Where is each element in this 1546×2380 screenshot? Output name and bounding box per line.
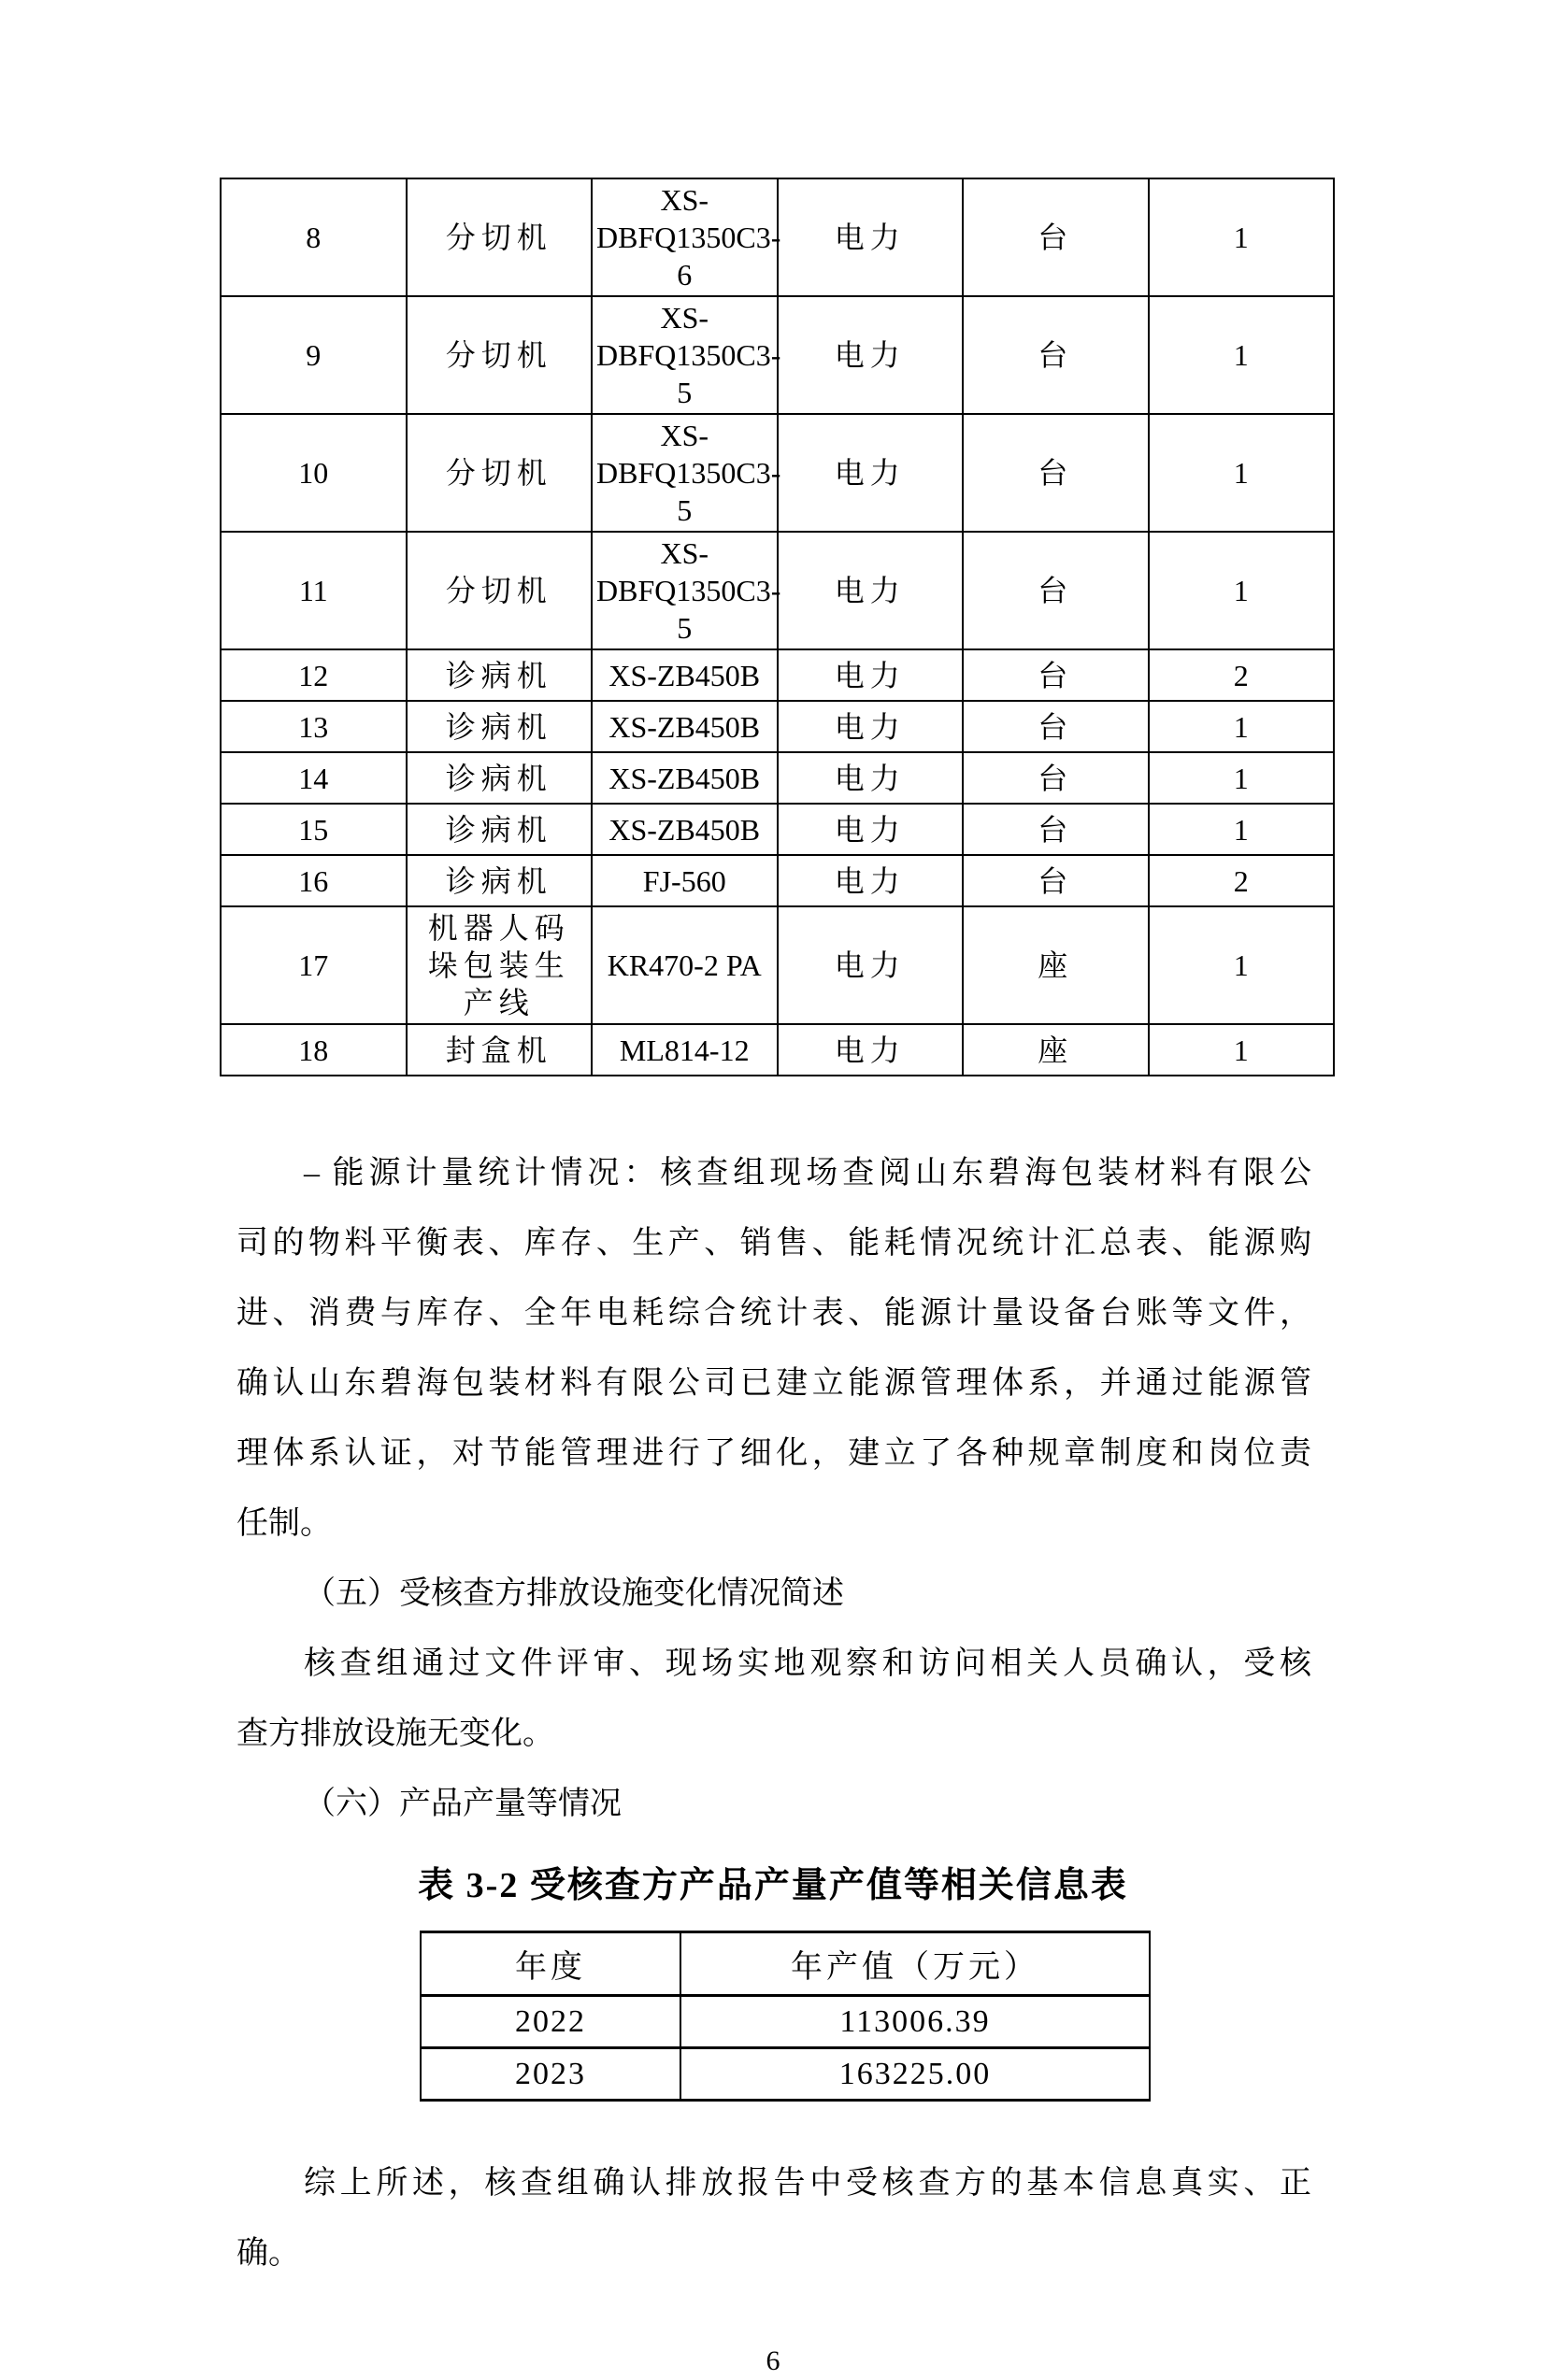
row-number-cell: 15 — [221, 804, 407, 855]
text-line: 进、消费与库存、全年电耗综合统计表、能源计量设备台账等文件， — [236, 1296, 1311, 1331]
year-cell: 2023 — [421, 2048, 680, 2101]
equipment-row — [221, 906, 1334, 1024]
paragraph-conclusion — [236, 2148, 1311, 2288]
equipment-row — [221, 1024, 1334, 1076]
row-number-cell: 9 — [221, 296, 407, 414]
quantity-cell: 1 — [1149, 296, 1335, 414]
quantity-cell: 1 — [1149, 752, 1335, 804]
row-number-cell: 12 — [221, 649, 407, 701]
device-name-cell: 诊病机 — [407, 752, 593, 804]
device-name-cell: 机器人码垛包装生产线 — [407, 906, 593, 1024]
unit-cell: 台 — [963, 752, 1149, 804]
text-line: 确认山东碧海包装材料有限公司已建立能源管理体系，并通过能源管 — [236, 1366, 1311, 1401]
equipment-row — [221, 532, 1334, 649]
row-number-cell: 14 — [221, 752, 407, 804]
equipment-row — [221, 855, 1334, 906]
year-cell: 2022 — [421, 1996, 680, 2048]
unit-cell: 台 — [963, 804, 1149, 855]
quantity-cell: 1 — [1149, 1024, 1335, 1076]
annual-value-column-header: 年产值（万元） — [680, 1932, 1150, 1996]
text-line: 综上所述，核查组确认排放报告中受核查方的基本信息真实、正 — [304, 2166, 1311, 2201]
unit-cell: 台 — [963, 649, 1149, 701]
page-number: 6 — [766, 2345, 780, 2376]
unit-cell: 台 — [963, 296, 1149, 414]
unit-cell: 台 — [963, 414, 1149, 532]
energy-type-cell: 电力 — [778, 414, 964, 532]
device-name-cell: 分切机 — [407, 178, 593, 296]
unit-cell: 台 — [963, 532, 1149, 649]
device-name-cell: 诊病机 — [407, 701, 593, 752]
device-name-cell: 分切机 — [407, 296, 593, 414]
energy-type-cell: 电力 — [778, 532, 964, 649]
row-number-cell: 17 — [221, 906, 407, 1024]
device-name-cell: 分切机 — [407, 532, 593, 649]
heading-section-five: （五）受核查方排放设施变化情况简述 — [304, 1576, 844, 1611]
model-cell: XS-DBFQ1350C3-6 — [592, 178, 778, 296]
quantity-cell: 1 — [1149, 414, 1335, 532]
model-cell: XS-ZB450B — [592, 804, 778, 855]
unit-cell: 座 — [963, 1024, 1149, 1076]
equipment-row — [221, 414, 1334, 532]
annual-value-cell: 163225.00 — [680, 2048, 1150, 2101]
text-line: 任制。 — [236, 1506, 332, 1541]
production-value-header-row — [421, 1932, 1150, 1996]
text-line: 查方排放设施无变化。 — [236, 1717, 554, 1751]
energy-type-cell: 电力 — [778, 649, 964, 701]
device-name-cell: 诊病机 — [407, 804, 593, 855]
text-line: 理体系认证，对节能管理进行了细化，建立了各种规章制度和岗位责 — [236, 1436, 1311, 1471]
quantity-cell: 1 — [1149, 701, 1335, 752]
energy-type-cell: 电力 — [778, 906, 964, 1024]
table-3-2-title: 表 3-2 受核查方产品产量产值等相关信息表 — [418, 1866, 1128, 1905]
model-cell: XS-ZB450B — [592, 649, 778, 701]
device-name-cell: 封盒机 — [407, 1024, 593, 1076]
model-cell: FJ-560 — [592, 855, 778, 906]
production-value-table — [420, 1931, 1151, 2102]
model-cell: XS-DBFQ1350C3-5 — [592, 414, 778, 532]
energy-type-cell: 电力 — [778, 804, 964, 855]
text-line: 确。 — [236, 2236, 300, 2271]
model-cell: XS-DBFQ1350C3-5 — [592, 532, 778, 649]
text-line: – 能源计量统计情况：核查组现场查阅山东碧海包装材料有限公 — [304, 1156, 1311, 1190]
quantity-cell: 1 — [1149, 804, 1335, 855]
equipment-row — [221, 701, 1334, 752]
quantity-cell: 1 — [1149, 906, 1335, 1024]
heading-section-six: （六）产品产量等情况 — [304, 1787, 622, 1821]
device-name-cell: 诊病机 — [407, 855, 593, 906]
model-cell: ML814-12 — [592, 1024, 778, 1076]
equipment-row — [221, 804, 1334, 855]
energy-type-cell: 电力 — [778, 701, 964, 752]
quantity-cell: 2 — [1149, 649, 1335, 701]
production-value-row — [421, 1996, 1150, 2048]
year-column-header: 年度 — [421, 1932, 680, 1996]
annual-value-cell: 113006.39 — [680, 1996, 1150, 2048]
unit-cell: 台 — [963, 178, 1149, 296]
unit-cell: 台 — [963, 701, 1149, 752]
energy-type-cell: 电力 — [778, 296, 964, 414]
equipment-row — [221, 649, 1334, 701]
text-line: 核查组通过文件评审、现场实地观察和访问相关人员确认，受核 — [304, 1646, 1311, 1681]
model-cell: XS-ZB450B — [592, 752, 778, 804]
energy-type-cell: 电力 — [778, 855, 964, 906]
row-number-cell: 8 — [221, 178, 407, 296]
model-cell: XS-ZB450B — [592, 701, 778, 752]
production-value-row — [421, 2048, 1150, 2101]
quantity-cell: 1 — [1149, 178, 1335, 296]
row-number-cell: 11 — [221, 532, 407, 649]
row-number-cell: 18 — [221, 1024, 407, 1076]
unit-cell: 座 — [963, 906, 1149, 1024]
quantity-cell: 2 — [1149, 855, 1335, 906]
paragraph-energy-metering — [236, 1138, 1311, 1559]
row-number-cell: 16 — [221, 855, 407, 906]
equipment-table — [220, 178, 1335, 1076]
model-cell: KR470-2 PA — [592, 906, 778, 1024]
text-line: 司的物料平衡表、库存、生产、销售、能耗情况统计汇总表、能源购 — [236, 1226, 1311, 1261]
row-number-cell: 10 — [221, 414, 407, 532]
equipment-row — [221, 296, 1334, 414]
equipment-row — [221, 752, 1334, 804]
unit-cell: 台 — [963, 855, 1149, 906]
energy-type-cell: 电力 — [778, 752, 964, 804]
device-name-cell: 分切机 — [407, 414, 593, 532]
model-cell: XS-DBFQ1350C3-5 — [592, 296, 778, 414]
energy-type-cell: 电力 — [778, 1024, 964, 1076]
paragraph-facility-change — [236, 1629, 1311, 1769]
equipment-row — [221, 178, 1334, 296]
quantity-cell: 1 — [1149, 532, 1335, 649]
row-number-cell: 13 — [221, 701, 407, 752]
energy-type-cell: 电力 — [778, 178, 964, 296]
device-name-cell: 诊病机 — [407, 649, 593, 701]
